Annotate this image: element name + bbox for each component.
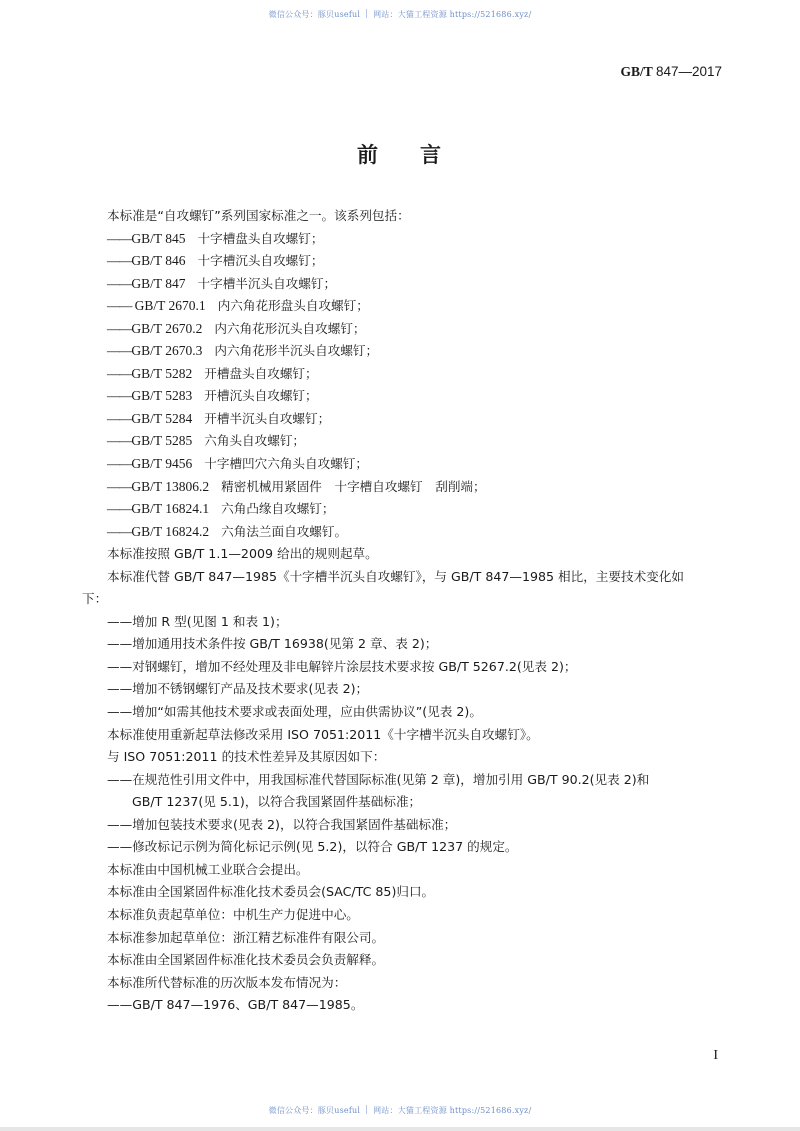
series-name: 十字槽凹穴六角头自攻螺钉； bbox=[204, 456, 368, 472]
series-item bbox=[107, 318, 727, 341]
standard-prefix: GB/T bbox=[620, 64, 653, 79]
iso-diff-item: ——在规范性引用文件中，用我国标准代替国际标准(见第 2 章)，增加引用 GB/T 90.2(见表 2)和 bbox=[107, 771, 650, 787]
intro-paragraph: 本标准是“自攻螺钉”系列国家标准之一。该系列包括： bbox=[107, 208, 410, 223]
centralized-by-paragraph: 本标准由全国紧固件标准化技术委员会(SAC/TC 85)归口。 bbox=[107, 884, 435, 900]
series-item bbox=[107, 476, 727, 499]
dash: —— bbox=[107, 365, 132, 381]
dash: —— bbox=[107, 275, 132, 291]
change-item: ——增加不锈钢螺钉产品及技术要求(见表 2)； bbox=[107, 681, 369, 697]
series-item bbox=[107, 385, 727, 408]
watermark-divider bbox=[366, 1105, 367, 1114]
drafting-unit-paragraph: 本标准负责起草单位：中机生产力促进中心。 bbox=[107, 906, 359, 922]
drafting-rule-paragraph: 本标准按照 GB/T 1.1—2009 给出的规则起草。 bbox=[107, 546, 378, 562]
dash: —— bbox=[107, 456, 132, 472]
dash: —— bbox=[107, 523, 132, 539]
series-code: GB/T 2670.1 bbox=[134, 298, 206, 314]
dash: —— bbox=[107, 410, 132, 426]
series-item bbox=[107, 363, 727, 386]
dash: —— bbox=[107, 433, 132, 449]
page-number: I bbox=[713, 1048, 718, 1063]
title-char-1: 前 bbox=[357, 143, 380, 167]
series-code: GB/T 845 bbox=[131, 230, 186, 246]
watermark-divider bbox=[366, 9, 367, 18]
series-item bbox=[107, 250, 727, 273]
series-item bbox=[107, 295, 727, 318]
change-item: ——增加 R 型(见图 1 和表 1)； bbox=[107, 613, 288, 629]
series-name: 十字槽半沉头自攻螺钉； bbox=[197, 275, 337, 291]
page-bottom-edge bbox=[0, 1127, 800, 1131]
dash: —— bbox=[107, 253, 132, 269]
series-item bbox=[107, 340, 727, 363]
series-code: GB/T 5283 bbox=[131, 388, 193, 404]
replaces-paragraph-line-1: 本标准代替 GB/T 847—1985《十字槽半沉头自攻螺钉》，与 GB/T 847—1985 相比，主要技术变化如 bbox=[107, 568, 684, 584]
iso-diff-item: ——修改标记示例为简化标记示例(见 5.2)，以符合 GB/T 1237 的规定。 bbox=[107, 839, 518, 855]
series-name: 内六角花形沉头自攻螺钉； bbox=[214, 320, 366, 336]
participating-unit-paragraph: 本标准参加起草单位：浙江精艺标准件有限公司。 bbox=[107, 929, 385, 945]
replaces-paragraph-line-2: 下： bbox=[82, 591, 108, 607]
series-code: GB/T 2670.2 bbox=[131, 320, 203, 336]
watermark-website: 网站：大猫工程资源 https://521686.xyz/ bbox=[373, 1106, 532, 1115]
series-name: 内六角花形盘头自攻螺钉； bbox=[217, 298, 369, 314]
series-item bbox=[107, 408, 727, 431]
watermark-wechat: 微信公众号：豚贝useful bbox=[268, 10, 361, 19]
dash: —— bbox=[107, 343, 132, 359]
series-code: GB/T 5282 bbox=[131, 365, 193, 381]
series-code: GB/T 2670.3 bbox=[131, 343, 203, 359]
series-code: GB/T 846 bbox=[131, 253, 186, 269]
standard-number: 847—2017 bbox=[655, 64, 722, 79]
dash: —— bbox=[107, 501, 132, 517]
series-name: 十字槽盘头自攻螺钉； bbox=[197, 230, 324, 246]
series-item bbox=[107, 430, 727, 453]
series-item bbox=[107, 273, 727, 296]
series-name: 开槽盘头自攻螺钉； bbox=[204, 365, 318, 381]
iso-adoption-paragraph: 本标准使用重新起草法修改采用 ISO 7051:2011《十字槽半沉头自攻螺钉》。 bbox=[107, 726, 539, 742]
watermark-bottom bbox=[0, 1105, 800, 1116]
dash: —— bbox=[107, 230, 132, 246]
series-code: GB/T 16824.1 bbox=[131, 501, 210, 517]
iso-diff-item-continuation: GB/T 1237(见 5.1)，以符合我国紧固件基础标准； bbox=[132, 794, 422, 810]
iso-diffs-list bbox=[107, 769, 727, 859]
title-char-2: 言 bbox=[420, 143, 443, 167]
series-item bbox=[107, 453, 727, 476]
series-code: GB/T 5284 bbox=[131, 410, 193, 426]
series-name: 十字槽沉头自攻螺钉； bbox=[197, 253, 324, 269]
iso-diff-item: ——增加包装技术要求(见表 2)，以符合我国紧固件基础标准； bbox=[107, 816, 457, 832]
watermark-wechat: 微信公众号：豚贝useful bbox=[268, 1106, 361, 1115]
series-name: 内六角花形半沉头自攻螺钉； bbox=[214, 343, 379, 359]
iso-diff-intro: 与 ISO 7051:2011 的技术性差异及其原因如下： bbox=[107, 749, 386, 765]
admin-info bbox=[107, 859, 727, 1017]
series-code: GB/T 9456 bbox=[131, 456, 193, 472]
page-title bbox=[0, 139, 800, 169]
series-code: GB/T 5285 bbox=[131, 433, 193, 449]
series-name: 开槽沉头自攻螺钉； bbox=[204, 388, 318, 404]
history-item: ——GB/T 847—1976、GB/T 847—1985。 bbox=[107, 997, 364, 1013]
series-name: 开槽半沉头自攻螺钉； bbox=[204, 410, 331, 426]
series-name: 精密机械用紧固件 十字槽自攻螺钉 刮削端； bbox=[221, 478, 486, 494]
series-name: 六角法兰面自攻螺钉。 bbox=[221, 523, 348, 539]
series-code: GB/T 16824.2 bbox=[131, 523, 210, 539]
history-intro-paragraph: 本标准所代替标准的历次版本发布情况为： bbox=[107, 974, 347, 990]
dash: —— bbox=[107, 320, 132, 336]
dash: —— bbox=[107, 388, 132, 404]
series-name: 六角头自攻螺钉； bbox=[204, 433, 306, 449]
series-item bbox=[107, 498, 727, 521]
watermark-top bbox=[0, 9, 800, 20]
change-item: ——增加通用技术条件按 GB/T 16938(见第 2 章、表 2)； bbox=[107, 636, 438, 652]
series-item bbox=[107, 521, 727, 544]
series-item bbox=[107, 228, 727, 251]
series-code: GB/T 847 bbox=[131, 275, 186, 291]
series-list bbox=[107, 228, 727, 544]
change-item: ——对钢螺钉，增加不经处理及非电解锌片涂层技术要求按 GB/T 5267.2(见表 2)； bbox=[107, 658, 577, 674]
foreword-body bbox=[82, 205, 727, 1017]
standard-code bbox=[621, 64, 722, 80]
interpretation-paragraph: 本标准由全国紧固件标准化技术委员会负责解释。 bbox=[107, 952, 385, 968]
proposer-paragraph: 本标准由中国机械工业联合会提出。 bbox=[107, 861, 309, 877]
change-item: ——增加“如需其他技术要求或表面处理，应由供需协议”(见表 2)。 bbox=[107, 704, 482, 720]
series-code: GB/T 13806.2 bbox=[131, 478, 210, 494]
dash: —— bbox=[107, 298, 132, 314]
changes-list bbox=[107, 611, 727, 724]
watermark-website: 网站：大猫工程资源 https://521686.xyz/ bbox=[373, 10, 532, 19]
series-name: 六角凸缘自攻螺钉； bbox=[221, 501, 335, 517]
dash: —— bbox=[107, 478, 132, 494]
